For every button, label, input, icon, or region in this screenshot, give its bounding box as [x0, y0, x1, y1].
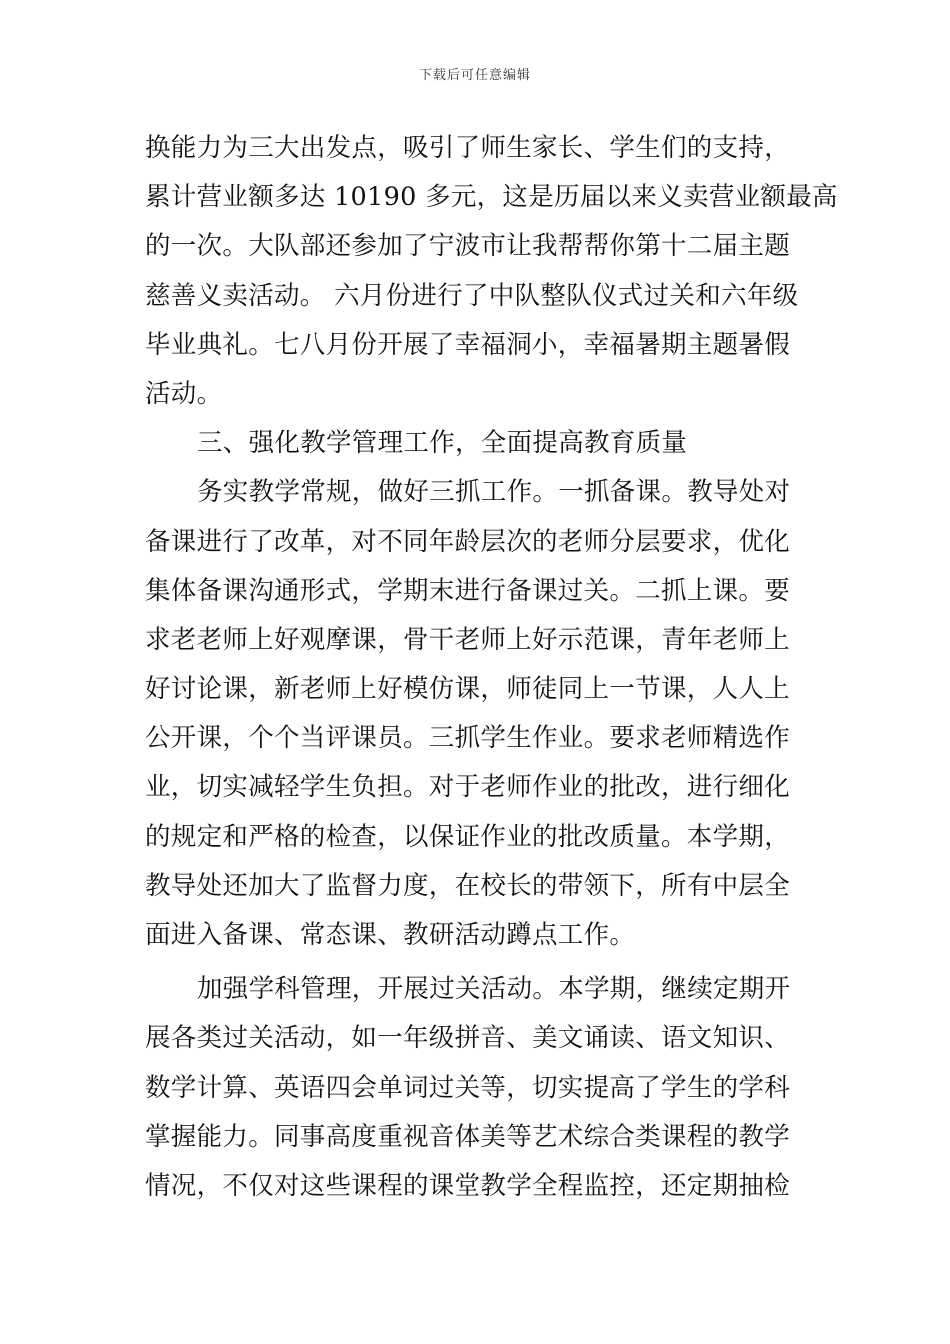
text-line: 数学计算、英语四会单词过关等，切实提高了学生的学科 — [145, 1072, 791, 1103]
text-line: 备课进行了改革，对不同年龄层次的老师分层要求，优化 — [145, 526, 791, 557]
text-line: 情况，不仅对这些课程的课堂教学全程监控，还定期抽检 — [145, 1170, 791, 1201]
text-line: 求老老师上好观摩课，骨干老师上好示范课，青年老师上 — [145, 624, 791, 655]
text-line: 集体备课沟通形式，学期末进行备课过关。二抓上课。要 — [145, 575, 791, 606]
text-line: 面进入备课、常态课、教研活动蹲点工作。 — [145, 920, 636, 950]
paragraph-start-line: 加强学科管理，开展过关活动。本学期，继续定期开 — [197, 974, 791, 1005]
text-line: 毕业典礼。七八月份开展了幸福洞小，幸福暑期主题暑假 — [145, 329, 791, 360]
text-line: 掌握能力。同事高度重视音体美等艺术综合类课程的教学 — [145, 1121, 791, 1152]
text-line: 教导处还加大了监督力度，在校长的带领下，所有中层全 — [145, 870, 791, 901]
section-heading: 三、强化教学管理工作，全面提高教育质量 — [197, 428, 688, 459]
paragraph-start-line: 务实教学常规，做好三抓工作。一抓备课。教导处对 — [197, 477, 791, 508]
text-line: 的规定和严格的检查，以保证作业的批改质量。本学期， — [145, 821, 791, 852]
document-body — [145, 124, 838, 1211]
text-line: 活动。 — [145, 378, 223, 409]
text-line: 业，切实减轻学生负担。对于老师作业的批改，进行细化 — [145, 772, 791, 803]
text-line: 公开课，个个当评课员。三抓学生作业。要求老师精选作 — [145, 723, 791, 754]
text-line: 换能力为三大出发点，吸引了师生家长、学生们的支持， — [145, 133, 791, 163]
text-line: 好讨论课，新老师上好模仿课，师徒同上一节课，人人上 — [145, 674, 791, 705]
text-line: 展各类过关活动，如一年级拼音、美文诵读、语文知识、 — [145, 1023, 791, 1054]
page-header: 下载后可任意编辑 — [418, 68, 531, 83]
text-line: 的一次。大队部还参加了宁波市让我帮帮你第十二届主题 — [145, 231, 791, 262]
text-line: 慈善义卖活动。 六月份进行了中队整队仪式过关和六年级 — [145, 280, 799, 311]
text-line: 累计营业额多达 10190 多元，这是历届以来义卖营业额最高 — [145, 182, 838, 213]
